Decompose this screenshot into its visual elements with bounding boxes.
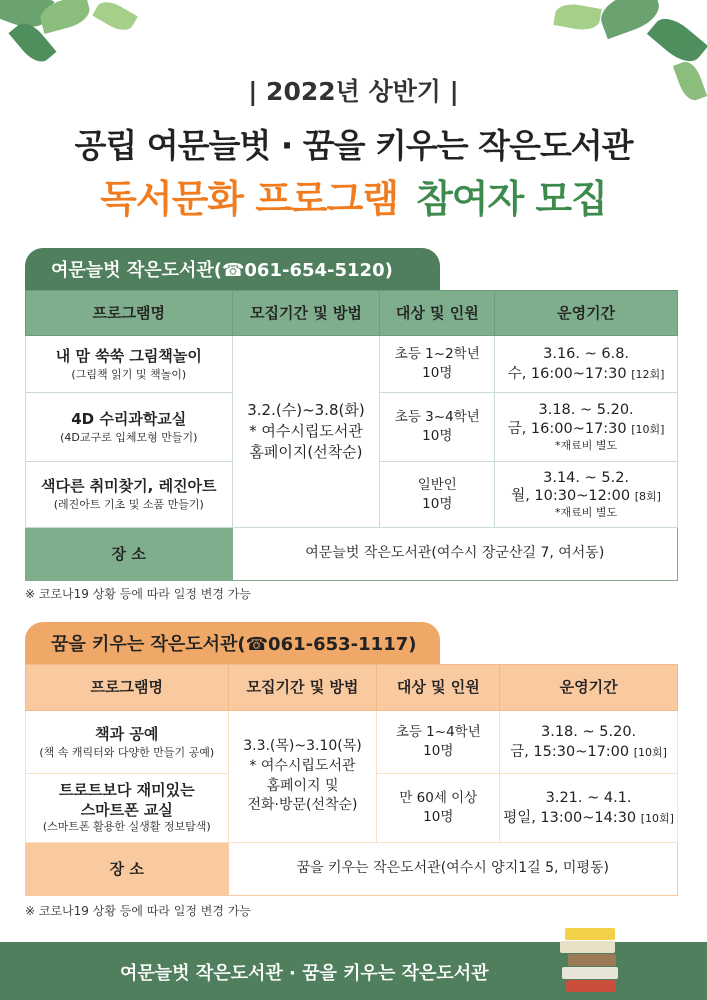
time: 월, 10:30~12:00 — [511, 488, 631, 505]
material-note: *재료비 별도 — [555, 506, 618, 520]
recruit-period: 3.2.(수)~3.8(화) — [247, 401, 365, 419]
program-desc: (4D교구로 입체모형 만들기) — [60, 430, 198, 444]
table-header-row — [26, 291, 678, 336]
program-name: 내 맘 쑥쑥 그림책놀이 — [55, 346, 202, 365]
column-header: 대상 및 인원 — [377, 665, 500, 711]
recruit-method: * 여수시립도서관 — [249, 422, 363, 440]
year-label: | 2022년 상반기 | — [248, 77, 459, 106]
sessions: [12회] — [631, 368, 665, 381]
place-row — [26, 843, 678, 896]
program-name: 트로트보다 재미있는 — [58, 781, 195, 800]
library2-table — [25, 664, 678, 896]
footer-text: 여문늘벗 작은도서관 · 꿈을 키우는 작은도서관 — [120, 963, 489, 984]
library1-table — [25, 290, 678, 581]
sessions: [10회] — [640, 812, 674, 825]
time: 금, 16:00~17:30 — [507, 420, 627, 437]
dates: 3.18. ~ 5.20. — [538, 402, 634, 418]
library2-tab: 꿈을 키우는 작은도서관(☎061-653-1117) — [25, 622, 440, 664]
subtitle-orange: 독서문화 프로그램 — [100, 177, 399, 221]
count: 10명 — [422, 428, 453, 444]
page-subtitle — [0, 168, 707, 223]
sessions: [8회] — [634, 490, 661, 504]
column-header: 모집기간 및 방법 — [228, 665, 377, 711]
time: 금, 15:30~17:00 — [510, 744, 630, 760]
library1-tab: 여문늘벗 작은도서관(☎061-654-5120) — [25, 248, 440, 290]
column-header: 대상 및 인원 — [380, 291, 495, 336]
column-header: 프로그램명 — [26, 291, 233, 336]
target: 초등 3~4학년 — [394, 409, 480, 426]
program-name: 색다른 취미찾기, 레진아트 — [41, 477, 217, 496]
dates: 3.18. ~ 5.20. — [541, 723, 637, 740]
notice: ※ 코로나19 상황 등에 따라 일정 변경 가능 — [25, 587, 251, 601]
recruit-method: 홈페이지 및 — [266, 777, 339, 794]
place-label: 장 소 — [26, 843, 229, 896]
table-header-row — [26, 665, 678, 711]
place-value: 꿈을 키우는 작은도서관(여수시 양지1길 5, 미평동) — [228, 843, 677, 896]
material-note: *재료비 별도 — [555, 438, 618, 452]
program-name: 4D 수리과학교실 — [71, 409, 187, 428]
recruit-period: 3.3.(목)~3.10(목) — [243, 738, 362, 755]
recruit-method: 전화·방문(선착순) — [247, 797, 358, 814]
place-label: 장 소 — [26, 528, 233, 581]
table-row — [26, 336, 678, 393]
sessions: [10회] — [633, 746, 667, 759]
program-desc: (책 속 캐릭터와 다양한 만들기 공예) — [39, 745, 215, 759]
place-row — [26, 528, 678, 581]
time: 평일, 13:00~14:30 — [503, 810, 637, 826]
target: 일반인 — [417, 476, 457, 493]
place-value: 여문늘벗 작은도서관(여수시 장군산길 7, 여서동) — [232, 528, 677, 581]
target: 초등 1~4학년 — [395, 724, 481, 741]
dates: 3.21. ~ 4.1. — [545, 789, 632, 806]
column-header: 운영기간 — [500, 665, 678, 711]
recruit-method: * 여수시립도서관 — [249, 757, 356, 774]
program-name: 책과 공예 — [95, 724, 159, 743]
program-name-line2: 스마트폰 교실 — [80, 800, 173, 819]
dates: 3.16. ~ 6.8. — [543, 345, 630, 362]
column-header: 모집기간 및 방법 — [232, 291, 380, 336]
target: 초등 1~2학년 — [394, 346, 480, 363]
table-row — [26, 711, 678, 774]
dates: 3.14. ~ 5.2. — [543, 469, 630, 486]
count: 10명 — [423, 809, 454, 825]
sessions: [10회] — [631, 422, 665, 436]
count: 10명 — [422, 495, 453, 512]
program-desc: (레진아트 기초 및 소품 만들기) — [53, 498, 204, 512]
count: 10명 — [422, 365, 453, 381]
recruit-method: 홈페이지(선착순) — [249, 443, 363, 461]
column-header: 운영기간 — [495, 291, 678, 336]
target: 만 60세 이상 — [399, 790, 478, 807]
count: 10명 — [423, 743, 454, 759]
time: 수, 16:00~17:30 — [507, 366, 627, 382]
program-desc: (스마트폰 활용한 실생활 정보탐색) — [42, 820, 211, 834]
subtitle-green: 참여자 모집 — [416, 177, 607, 221]
page-title: 공립 여문늘벗 · 꿈을 키우는 작은도서관 — [74, 126, 633, 165]
program-desc: (그림책 읽기 및 책놀이) — [71, 367, 187, 381]
column-header: 프로그램명 — [26, 665, 229, 711]
notice: ※ 코로나19 상황 등에 따라 일정 변경 가능 — [25, 904, 251, 918]
